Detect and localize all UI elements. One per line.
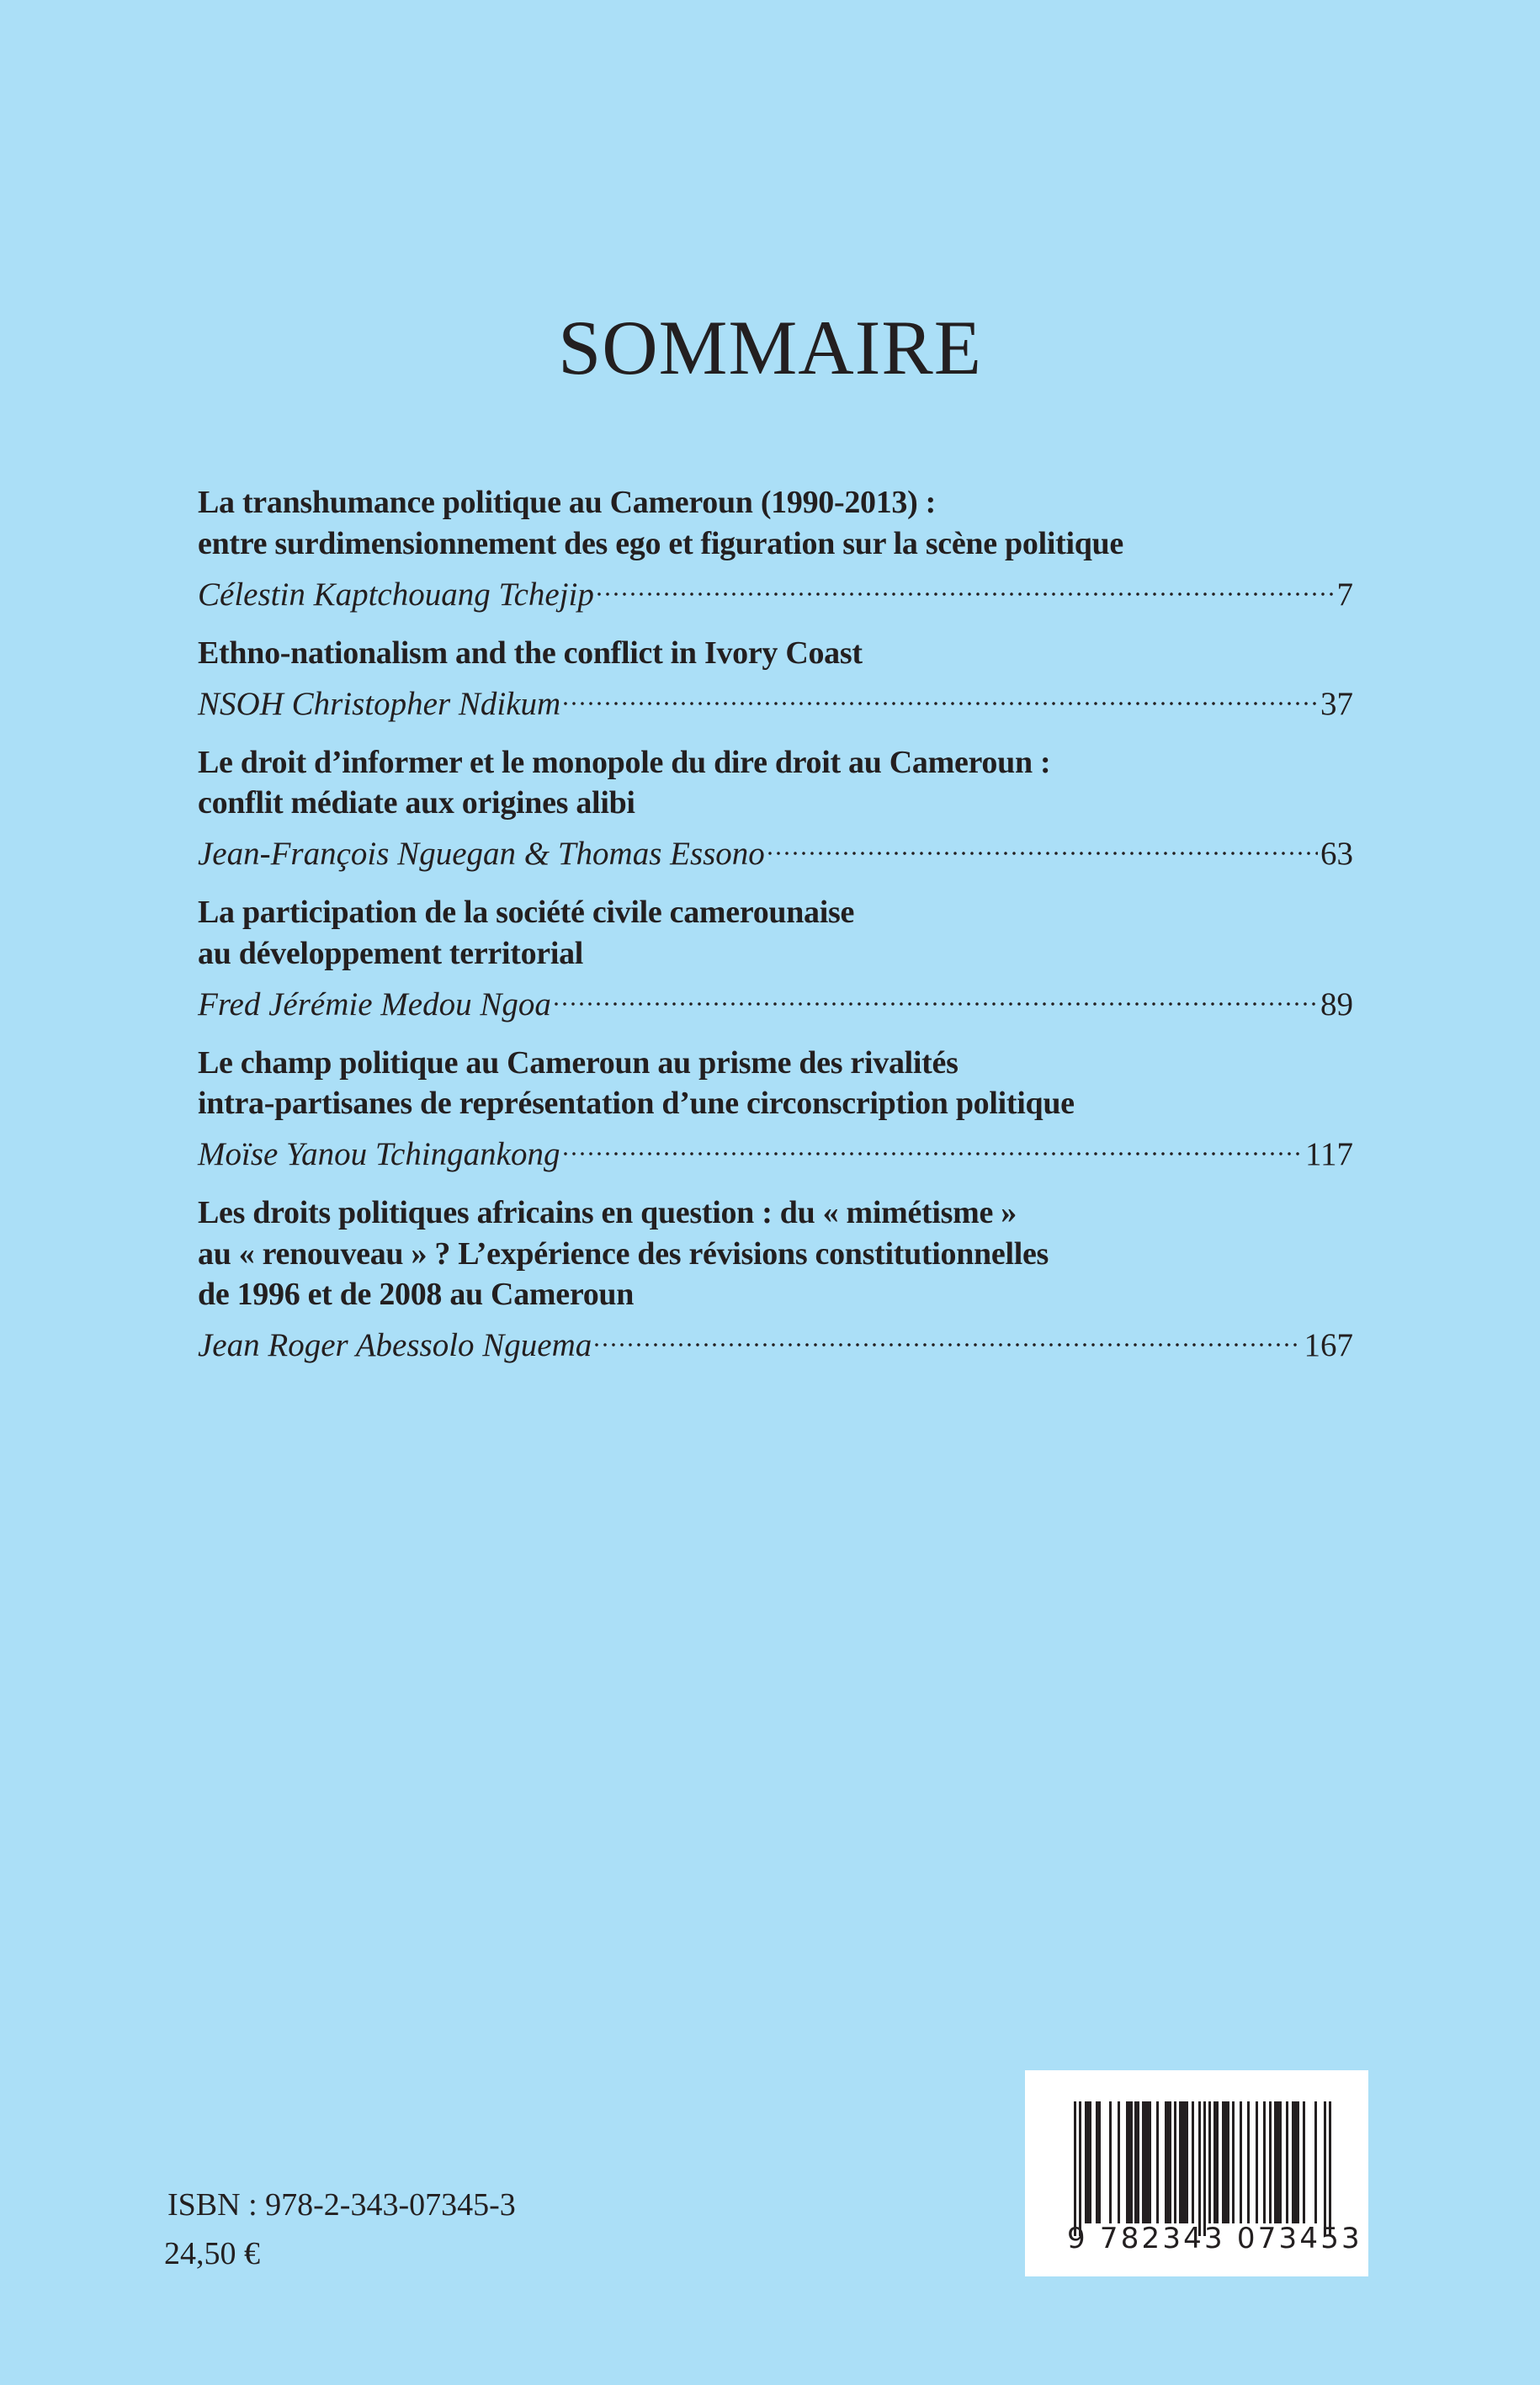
table-of-contents: [198, 482, 1353, 1384]
toc-entry: [198, 742, 1353, 872]
toc-entry-author: Jean Roger Abessolo Nguema: [198, 1327, 592, 1363]
toc-author-row: [198, 564, 1353, 613]
toc-entry: [198, 482, 1353, 613]
toc-entry-author: Jean-François Nguegan & Thomas Essono: [198, 836, 765, 872]
toc-entry-title: Le droit d’informer et le monopole du dire droit au Cameroun :: [198, 744, 1051, 780]
toc-entry-title: La transhumance politique au Cameroun (1990-2013) :: [198, 485, 937, 520]
barcode-digits-right: 073453: [1236, 2222, 1362, 2255]
barcode-digits: [1067, 2222, 1362, 2255]
dot-leader: [595, 1315, 1301, 1357]
toc-entry-title: au développement territorial: [198, 935, 584, 971]
toc-entry-title: conflit médiate aux origines alibi: [198, 785, 635, 821]
toc-author-row: [198, 824, 1353, 872]
toc-entry-title: Les droits politiques africains en question : du « mimétisme »: [198, 1195, 1017, 1230]
toc-entry-author: NSOH Christopher Ndikum: [198, 685, 561, 722]
price-text: 24,50 €: [164, 2236, 260, 2271]
dot-leader: [768, 824, 1318, 865]
toc-entry: [198, 1043, 1353, 1172]
barcode-digit-lead: 9: [1067, 2222, 1088, 2255]
toc-entry-title: de 1996 et de 2008 au Cameroun: [198, 1277, 635, 1312]
toc-entry-title: Le champ politique au Cameroun au prisme des rivalités: [198, 1044, 959, 1081]
dot-leader: [564, 673, 1318, 714]
toc-entry: [198, 1192, 1353, 1363]
dot-leader: [564, 1124, 1303, 1166]
barcode-bars-icon: [1074, 2101, 1335, 2236]
toc-entry-author: Célestin Kaptchouang Tchejip: [198, 576, 594, 613]
toc-entry: [198, 633, 1353, 722]
barcode: [1025, 2070, 1368, 2276]
toc-author-row: [198, 1124, 1353, 1172]
dot-leader: [555, 974, 1318, 1015]
toc-entry-author: Moïse Yanou Tchingankong: [198, 1136, 560, 1172]
toc-author-row: [198, 673, 1353, 722]
isbn-text: ISBN : 978-2-343-07345-3: [167, 2187, 516, 2223]
toc-entry-author: Fred Jérémie Medou Ngoa: [198, 985, 551, 1023]
toc-author-row: [198, 1315, 1353, 1363]
toc-entry-title: intra-partisanes de représentation d’une circonscription politique: [198, 1086, 1075, 1121]
toc-entry-page-number: 117: [1304, 1136, 1353, 1172]
toc-entry-page-number: 37: [1320, 685, 1353, 722]
toc-entry-title: La participation de la société civile camerounaise: [198, 895, 855, 930]
toc-entry-page-number: 167: [1304, 1327, 1353, 1363]
toc-author-row: [198, 974, 1353, 1023]
toc-entry-page-number: 63: [1320, 836, 1353, 872]
barcode-digits-left: 782343: [1099, 2222, 1225, 2255]
toc-entry-title: au « renouveau » ? L’expérience des révisions constitutionnelles: [198, 1235, 1049, 1272]
toc-entry-page-number: 89: [1320, 985, 1353, 1023]
page-title: SOMMAIRE: [558, 305, 982, 390]
toc-entry: [198, 892, 1353, 1023]
toc-entry-title: entre surdimensionnement des ego et figuration sur la scène politique: [198, 525, 1123, 561]
toc-entry-page-number: 7: [1336, 576, 1353, 613]
toc-entry-title: Ethno-nationalism and the conflict in Ivory Coast: [198, 635, 863, 671]
dot-leader: [597, 564, 1335, 605]
